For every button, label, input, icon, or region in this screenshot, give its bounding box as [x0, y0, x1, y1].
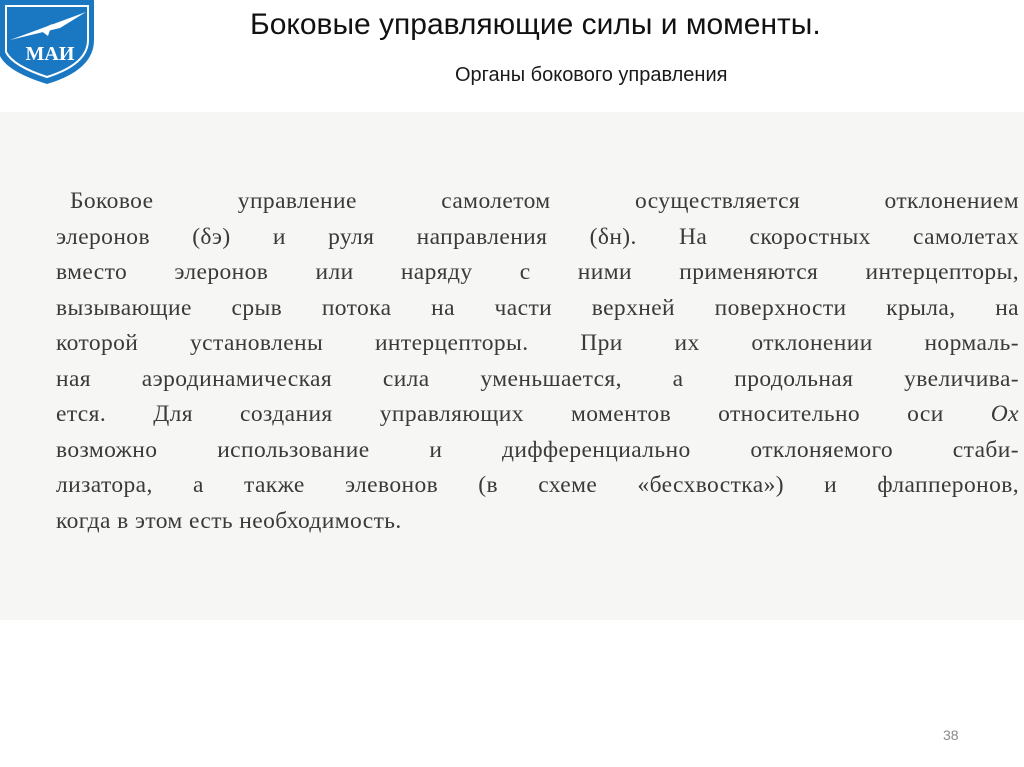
text-line: вместо элеронов или наряду с ними применяются интерцепторы, [56, 259, 1019, 285]
text-line: ется. Для создания управляющих моментов относительно оси [56, 401, 944, 427]
text-line: ная аэродинамическая сила уменьшается, а продольная увеличива- [56, 365, 1019, 392]
slide-title: Боковые управляющие силы и моменты. [250, 8, 821, 41]
scanned-paragraph [56, 184, 1019, 539]
text-line: Боковое управление самолетом осуществляется отклонением [70, 188, 1019, 214]
mai-logo-emblem [0, 0, 100, 86]
text-line: возможно использование и дифференциально отклоняемого стаби- [56, 436, 1019, 463]
text-line: когда в этом есть необходимость. [56, 507, 402, 534]
text-line: лизатора, а также элевонов (в схеме «бесхвостка») и флапперонов, [56, 472, 1019, 498]
page-number: 38 [943, 727, 959, 743]
text-line: вызывающие срыв потока на части верхней поверхности крыла, на [56, 294, 1019, 321]
mai-logo [0, 0, 100, 86]
slide-subtitle: Органы бокового управления [455, 64, 728, 86]
text-line-with-axis [56, 397, 1019, 433]
logo-text: МАИ [25, 43, 75, 65]
axis-symbol: Ox [990, 401, 1019, 427]
scanned-text-image [0, 112, 1024, 620]
text-line: которой установлены интерцепторы. При их отклонении нормаль- [56, 330, 1019, 356]
text-line: элеронов (δэ) и руля направления (δн). На скоростных самолетах [56, 223, 1019, 250]
